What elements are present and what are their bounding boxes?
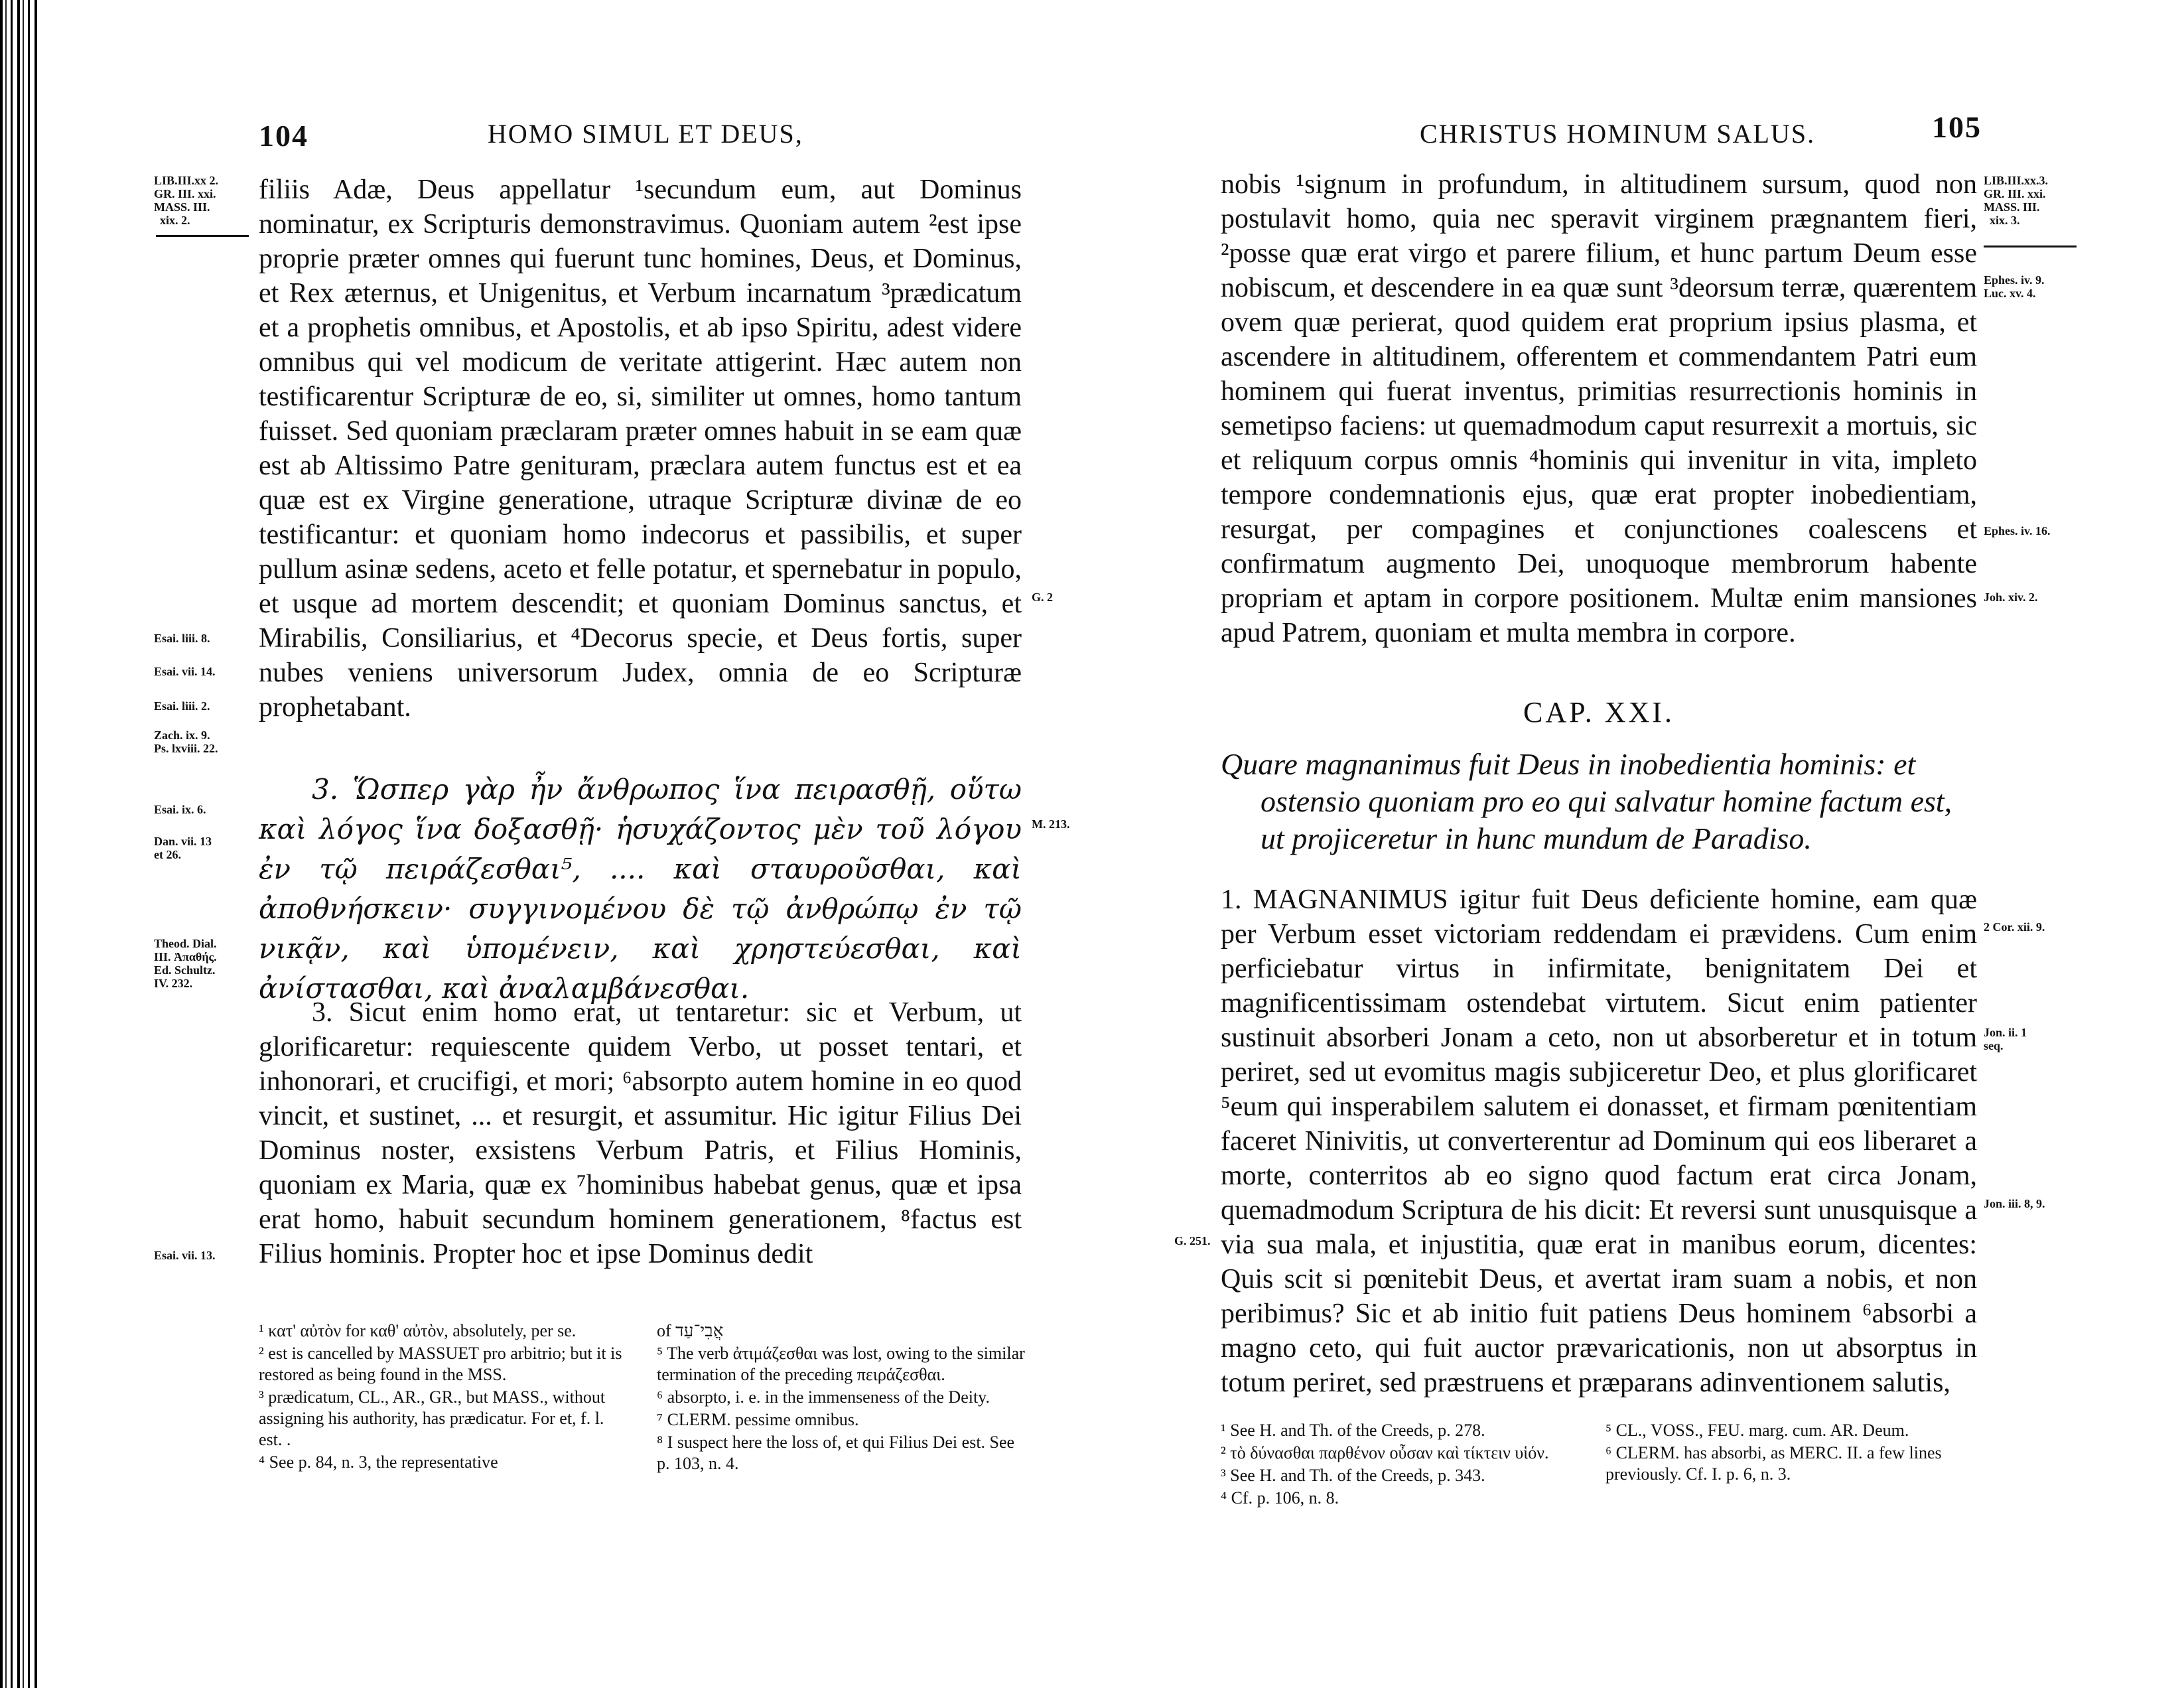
paragraph-1-text: filiis Adæ, Deus appellatur ¹secundum eum, aut Dominus nominatur, ex Scripturis demonstravimus. Quoniam autem ²est ipse proprie præter omnes qui fuerunt tunc homines, Deus, et Dominus, et Rex æternus, et Unigenitus, et Verbum incarnatum ³prædicatum et a prophetis omnibus, et Apostolis, et ab ipso Spiritu, adest videre omnibus qui vel modicum de veritate attigerint. Hæc autem non testificarentur Scripturæ de eo, si, similiter ut omnes, homo tantum fuisset. Sed quoniam præclaram præter omnes habuit in se eam quæ est ab Altissimo Patre genituram, præclara autem functus est et ea quæ est ex Virgine generatione, utraque Scripturæ divinæ de eo testificantur: et quoniam homo indecorus et passibilis, et super pullum asinæ sedens, aceto et felle potatur, et spernebatur in populo, et usque ad mortem descendit; et quoniam Dominus sanctus, et Mirabilis, Consiliarius, et ⁴Decorus specie, et Deus fortis, super nubes veniens universorum Judex, omnia de eo Scripturæ prophetabant. (259, 175, 1022, 723)
margin-ref: 2 Cor. xii. 9. (1984, 920, 2045, 934)
chapter-subtitle (1221, 746, 1977, 857)
footnotes-left-col2 (657, 1320, 1028, 1476)
margin-ref: Esai. ix. 6. (154, 803, 206, 816)
footnote: ⁶ absorpto, i. e. in the immenseness of the Deity. (657, 1387, 990, 1407)
paragraph-3-text: 3. Sicut enim homo erat, ut tentaretur: sic et Verbum, ut glorificaretur: requiescente quidem Verbo, ut posset tentari, et inhonorari, et crucifigi, et mori; ⁶absorpto autem homine in eo quod vincit, et sustinet, ... et resurgit, et assumitur. Hic igitur Filius Dei Dominus noster, exsistens Verbum Patris, et Filius Hominis, quoniam ex Maria, quæ ex ⁷hominibus habebat genus, quæ et ipsa erat homo, habuit secundum hominem generationem, ⁸factus est Filius hominis. Propter hoc et ipse Dominus dedit (259, 997, 1022, 1269)
margin-ref: Esai. liii. 8. (154, 632, 210, 645)
footnotes-right-col2 (1605, 1420, 1977, 1486)
margin-ref-g: G. 2 (1032, 591, 1054, 604)
footnote: ⁴ See p. 84, n. 3, the representative (259, 1452, 498, 1472)
paragraph-top (1221, 167, 1977, 650)
paragraph-top-text: nobis ¹signum in profundum, in altitudinem sursum, quod non postulavit homo, quia nec speravit virginem prægnantem fieri, ²posse quæ erat virgo et parere filium, et hunc partum Deum esse nobiscum, et descendere in ea quæ sunt ³deorsum terræ, quærentem ovem quæ perierat, quod quidem erat proprium ipsius plasma, et ascendere in altitudinem, offerentem et commendantem Patri eum hominem qui fuerat inventus, primitias resurrectionis hominis in semetipso faciens: ut quemadmodum caput resurrexit a mortuis, sic et reliquum corpus omnis ⁴hominis qui invenitur in vita, impleto tempore condemnationis ejus, quæ erat propter inobedientiam, resurgat, per compagines et conjunctiones coalescens et confirmatum augmento Dei, unoquoque membrorum habente propriam et aptam in corpore positionem. Multæ enim mansiones apud Patrem, quoniam et multa membra in corpore. (1221, 169, 1977, 648)
footnotes-left (259, 1320, 1028, 1599)
footnote: ³ See H. and Th. of the Creeds, p. 343. (1221, 1466, 1485, 1485)
right-page (1096, 0, 2184, 1688)
margin-ref: LIB.III.xx.3. GR. III. xxi. MASS. III. xix. 3. (1984, 174, 2049, 227)
margin-rule (156, 235, 249, 237)
chapter-subtitle-text: Quare magnanimus fuit Deus in inobedientia hominis: et ostensio quoniam pro eo qui salvatur homine factum est, ut projiceretur in hunc mundum de Paradiso. (1221, 747, 1952, 855)
footnotes-left-col1 (259, 1320, 630, 1474)
margin-ref: LIB.III.xx 2. GR. III. xxi. MASS. III. xix. 2. (154, 174, 219, 227)
margin-ref-m: M. 213. (1032, 817, 1070, 831)
footnote: ² τὸ δύνασθαι παρθένον οὖσαν καὶ τίκτειν υἱόν. (1221, 1443, 1549, 1462)
footnote: ² est is cancelled by MASSUET pro arbitrio; but it is restored as being found in the MSS. (259, 1344, 622, 1384)
footnote: ⁸ I suspect here the loss of, et qui Filius Dei est. See p. 103, n. 4. (657, 1433, 1015, 1473)
greek-passage (259, 770, 1022, 1009)
scan-edge (0, 0, 40, 1688)
running-head-right: CHRISTUS HOMINUM SALUS. (1420, 119, 1816, 149)
footnote: ³ prædicatum, CL., AR., GR., but MASS., without assigning his authority, has prædicatur. For et, f. l. est. . (259, 1387, 606, 1449)
footnote: ¹ κατ' αὐτὸν for καθ' αὐτὸν, absolutely, per se. (259, 1321, 577, 1340)
margin-ref: Jon. ii. 1 seq. (1984, 1026, 2027, 1052)
margin-rule (1984, 246, 2077, 247)
margin-ref: Joh. xiv. 2. (1984, 591, 2038, 604)
footnote: ⁵ The verb ἀτιμάζεσθαι was lost, owing to the similar termination of the preceding πειράζεσθαι. (657, 1344, 1025, 1384)
margin-ref: Theod. Dial. III. Ἀπαθής. Ed. Schultz. IV. 232. (154, 937, 217, 990)
chapter-title: CAP. XXI. (1523, 696, 1674, 729)
running-head-left: HOMO SIMUL ET DEUS, (488, 119, 803, 149)
footnote: ⁶ CLERM. has absorbi, as MERC. II. a few lines previously. Cf. I. p. 6, n. 3. (1605, 1443, 1942, 1484)
footnote: ¹ See H. and Th. of the Creeds, p. 278. (1221, 1421, 1485, 1440)
paragraph-3 (259, 995, 1022, 1271)
page-number-right: 105 (1932, 110, 1982, 144)
margin-ref-g251: G. 251. (1174, 1234, 1211, 1247)
margin-ref: Zach. ix. 9. Ps. lxviii. 22. (154, 729, 218, 755)
footnotes-right (1221, 1420, 1977, 1579)
greek-passage-text: 3. Ὥσπερ γὰρ ἦν ἄνθρωπος ἵνα πειρασθῇ, οὕτω καὶ λόγος ἵνα δοξασθῇ· ἡσυχάζοντος μὲν τοῦ λόγου ἐν τῷ πειράζεσθαι⁵, .... καὶ σταυροῦσθαι, καὶ ἀποθνήσκειν· συγγινομένου δὲ τῷ ἀνθρώπῳ ἐν τῷ νικᾷν, καὶ ὑπομένειν, καὶ χρηστεύεσθαι, καὶ ἀνίστασθαι, καὶ ἀναλαμβάνεσθαι. (259, 773, 1022, 1005)
page-number-left: 104 (259, 119, 308, 153)
margin-ref: Ephes. iv. 16. (1984, 524, 2051, 537)
paragraph-cap-text: 1. MAGNANIMUS igitur fuit Deus deficiente homine, eam quæ per Verbum esset victoriam reddendam ei prævidens. Cum enim perficiebatur virtus in infirmitate, benignitatem Dei et magnificentissimam ostendebat virtutem. Sicut enim patienter sustinuit absorberi Jonam a ceto, non ut absorberetur et in totum periret, sed ut evomitus magis subjiceretur Deo, et plus glorificaret ⁵eum qui insperabilem salutem ei donasset, et firmam pœnitentiam faceret Ninivitis, ut converterentur ad Dominum qui eos liberaret a morte, conterritos ab eo signo quod factum erat circa Jonam, quemadmodum Scriptura de his dicit: Et reversi sunt unusquisque a via sua mala, et injustitia, quæ erat in manibus eorum, dicentes: Quis scit si pœnitebit Deus, et avertat iram suam a nobis, et non peribimus? Sic et ab initio fuit patiens Deus hominem ⁶absorbi a magno ceto, qui fuit auctor prævaricationis, non ut absorptus in totum periret, sed præstruens et præparans adinventionem salutis, (1221, 884, 1977, 1398)
footnote: of אֲבִי־עַד (657, 1321, 724, 1340)
footnotes-right-col1 (1221, 1420, 1579, 1510)
margin-ref: Esai. vii. 13. (154, 1249, 216, 1262)
margin-ref: Jon. iii. 8, 9. (1984, 1197, 2045, 1210)
margin-ref: Ephes. iv. 9. Luc. xv. 4. (1984, 273, 2045, 300)
margin-ref: Dan. vii. 13 et 26. (154, 835, 212, 861)
paragraph-cap (1221, 882, 1977, 1400)
footnote: ⁵ CL., VOSS., FEU. marg. cum. AR. Deum. (1605, 1421, 1909, 1440)
paragraph-1 (259, 173, 1022, 725)
footnote: ⁷ CLERM. pessime omnibus. (657, 1410, 859, 1429)
margin-ref: Esai. liii. 2. (154, 699, 210, 713)
footnote: ⁴ Cf. p. 106, n. 8. (1221, 1488, 1339, 1508)
margin-ref: Esai. vii. 14. (154, 665, 216, 678)
